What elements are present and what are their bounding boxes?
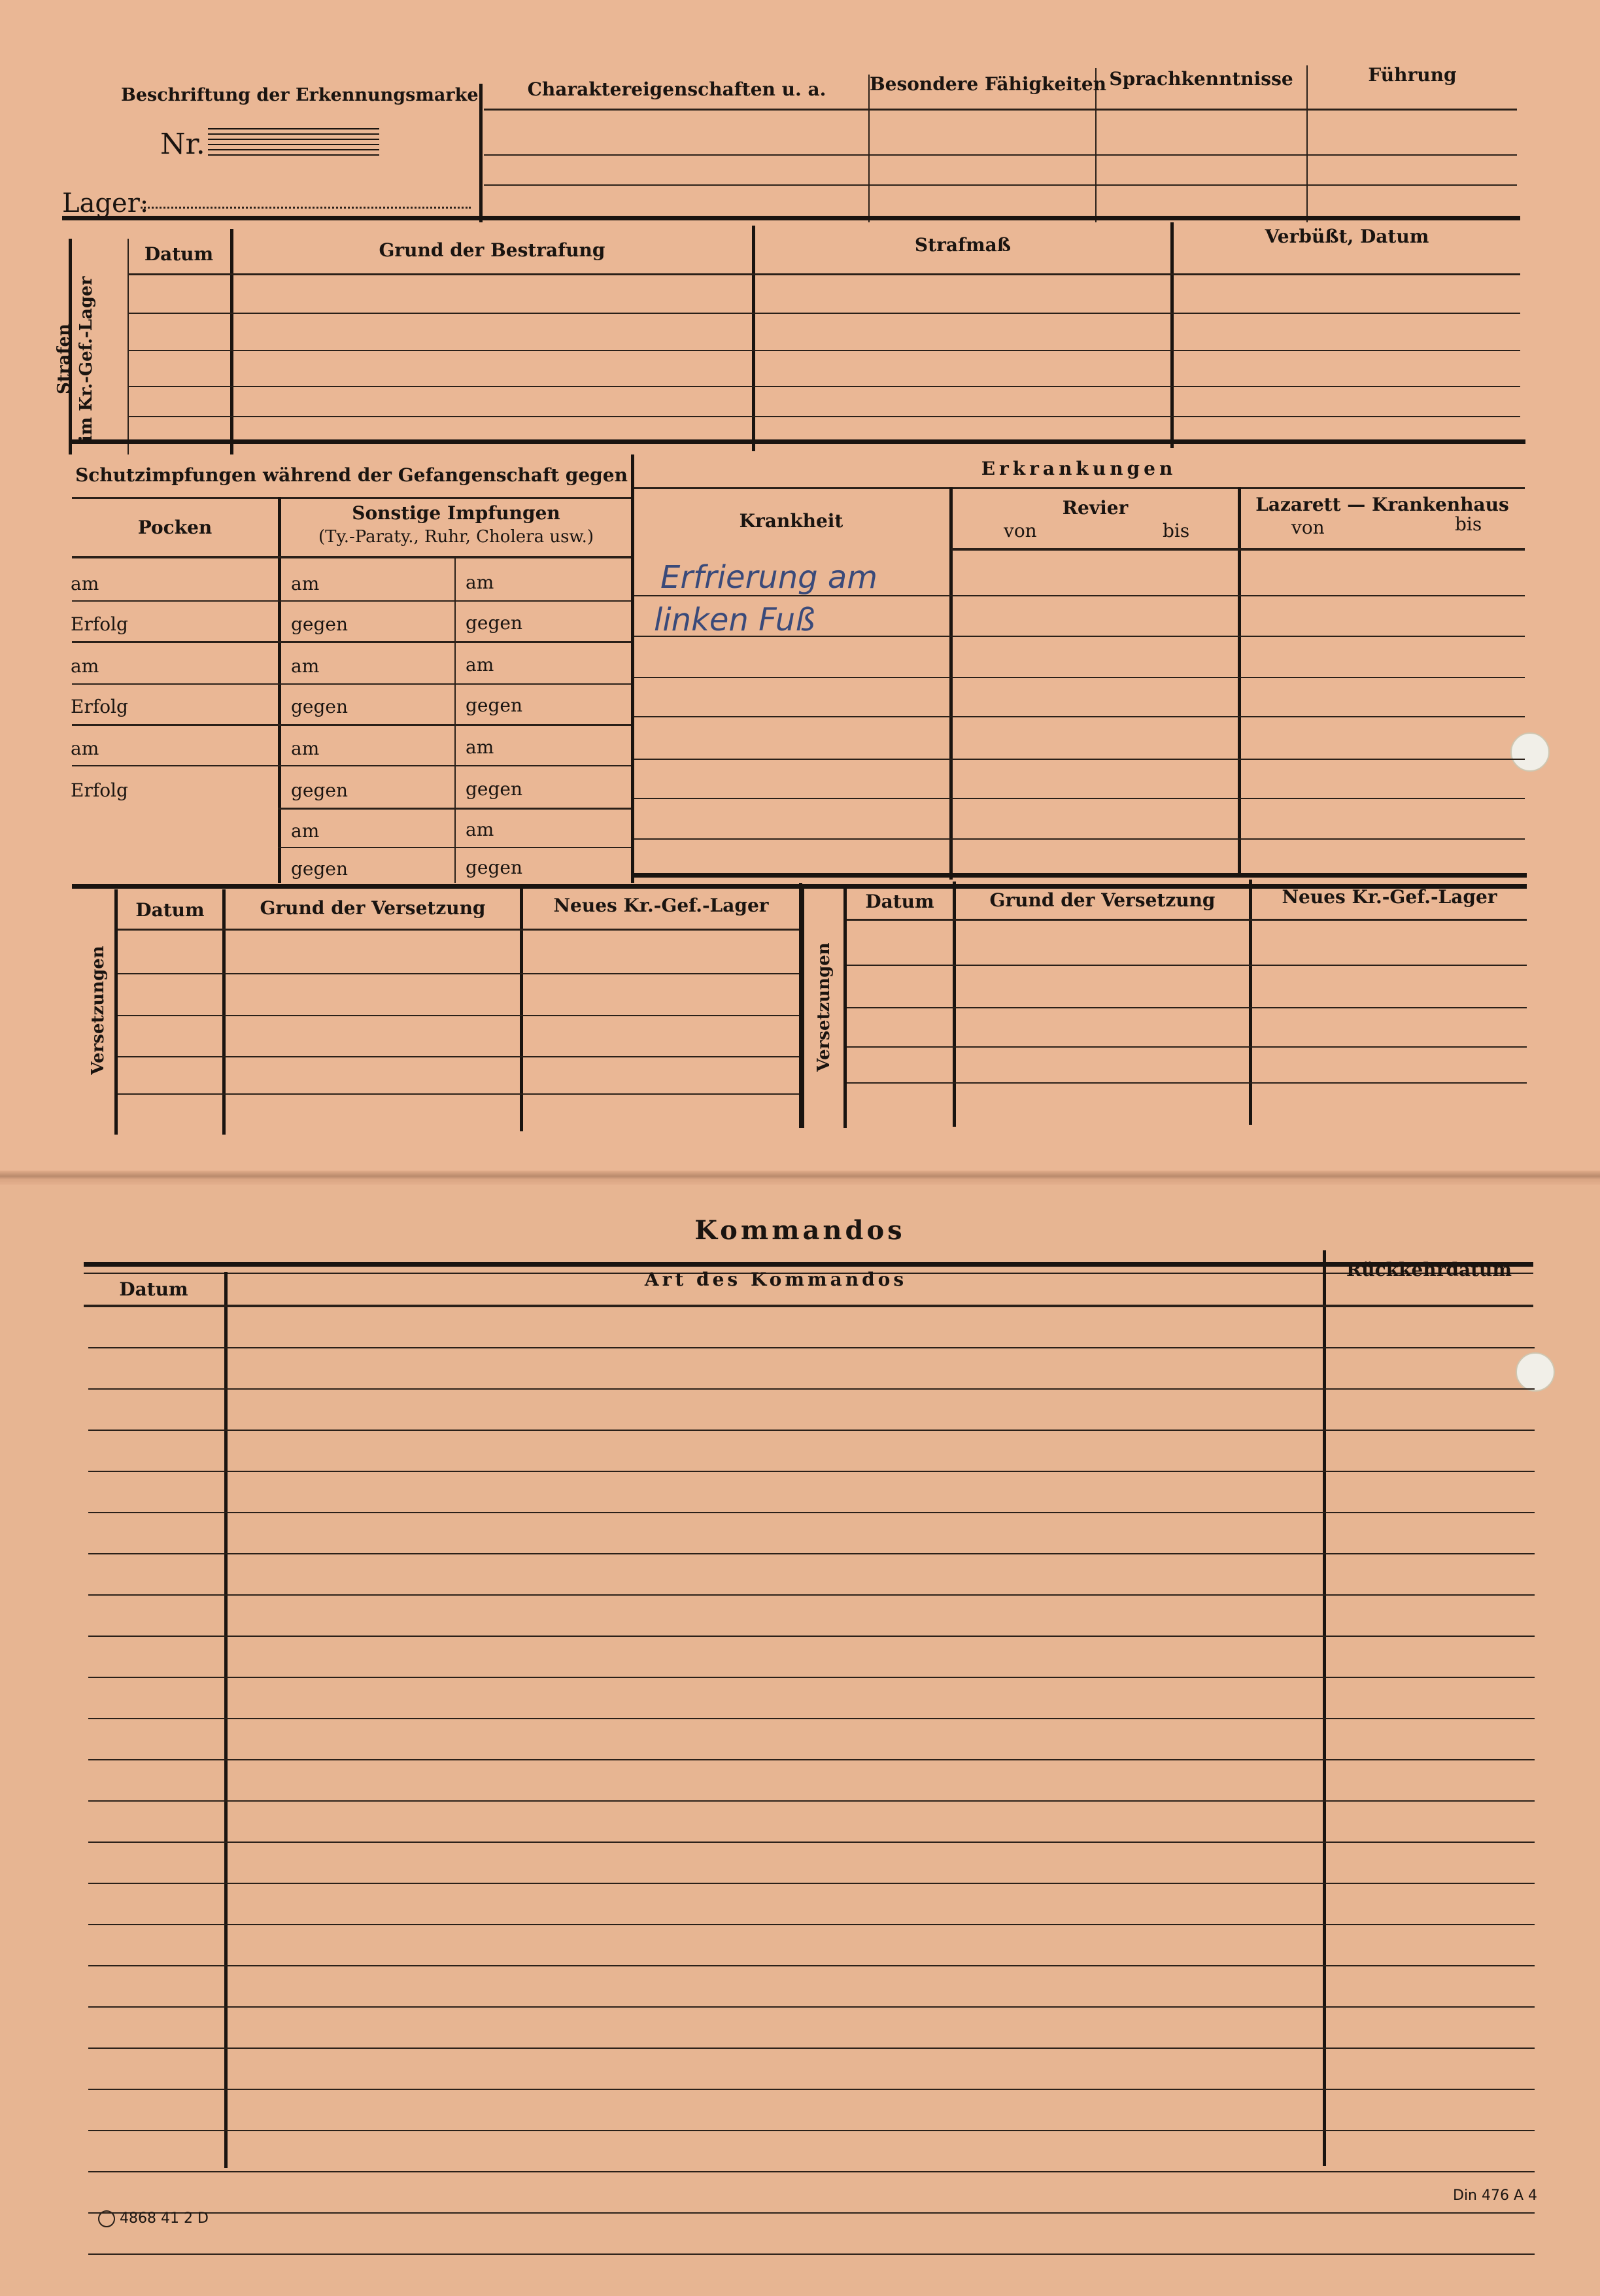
vers-col-line <box>222 889 226 1135</box>
sonstige-a-gegen-3: gegen <box>291 780 349 801</box>
vers-col-line <box>1249 880 1252 1125</box>
kommandos-row-line <box>88 2212 1535 2214</box>
erkr-col-line <box>949 487 953 880</box>
kommandos-row-line <box>88 1430 1535 1431</box>
lager-field[interactable] <box>141 207 471 209</box>
sonstige-b-am-2: am <box>466 654 494 676</box>
row-line <box>847 1007 1527 1008</box>
strafen-divider <box>69 239 72 454</box>
section-rule <box>69 439 1525 444</box>
strafen-col-datum: Datum <box>144 243 214 265</box>
erkr-col-line <box>1238 487 1241 876</box>
sonstige-a-gegen-4: gegen <box>291 858 349 880</box>
kommandos-row-line <box>88 1471 1535 1472</box>
pocken-header: Pocken <box>137 517 213 538</box>
row-line <box>118 973 799 974</box>
row-line <box>72 683 631 685</box>
pocken-am-2: am <box>71 655 99 677</box>
strafen-col-grund: Grund der Bestrafung <box>379 239 605 261</box>
sonstige-b-gegen-3: gegen <box>466 778 523 800</box>
row-line <box>278 808 631 810</box>
kommandos-col-datum: Datum <box>119 1278 188 1300</box>
kommandos-row-line <box>88 1677 1535 1678</box>
footer-left-text: 4868 41 2 D <box>120 2210 209 2227</box>
dogtag-title: Beschriftung der Erkennungsmarke <box>121 85 479 105</box>
erkr-header-rule <box>634 487 1525 489</box>
kommandos-row-line <box>88 1553 1535 1554</box>
section-rule <box>631 873 1527 878</box>
handwritten-krankheit-line2: linken Fuß <box>654 602 815 638</box>
row-line <box>634 798 1525 799</box>
kommandos-top-rule <box>84 1262 1533 1267</box>
row-line <box>634 716 1525 717</box>
vers-header-rule <box>847 919 1527 921</box>
sonstige-split <box>454 556 456 883</box>
impfungen-title: Schutzimpfungen während der Gefangenschaft gegen <box>75 464 628 486</box>
row-line <box>128 313 1520 314</box>
kommandos-row-line <box>88 1883 1535 1884</box>
header-divider <box>479 84 483 222</box>
card-back-half <box>0 1177 1600 2296</box>
strafen-col-line <box>1170 222 1174 448</box>
row-line <box>484 184 1517 186</box>
kommandos-row-line <box>88 1718 1535 1719</box>
strafen-col-line <box>752 226 755 451</box>
row-line <box>847 1082 1527 1084</box>
kommandos-title: Kommandos <box>694 1215 906 1246</box>
kommandos-row-line <box>88 2130 1535 2131</box>
kommandos-row-line <box>88 1800 1535 1802</box>
sonstige-b-gegen-1: gegen <box>466 612 523 634</box>
kommandos-col-line <box>1323 1250 1326 2166</box>
kommandos-row-line <box>88 2048 1535 2049</box>
kommandos-row-line <box>88 1842 1535 1843</box>
sonstige-header-1: Sonstige Impfungen <box>352 502 560 524</box>
lazarett-bis: bis <box>1455 513 1482 535</box>
row-line <box>634 677 1525 678</box>
printer-mark-icon <box>98 2210 115 2227</box>
vers-header-rule <box>118 929 799 931</box>
row-line <box>118 1093 799 1095</box>
row-line <box>847 965 1527 966</box>
kommandos-col-art: Art des Kommandos <box>644 1269 908 1290</box>
erkr-subheader-rule <box>951 548 1525 551</box>
vers-right-col-datum: Datum <box>865 891 934 912</box>
kommandos-row-line <box>88 1759 1535 1760</box>
strafen-side-label-2: im Kr.-Gef.-Lager <box>77 276 96 442</box>
vers-left-divider <box>114 889 118 1135</box>
impf-subheader-rule <box>72 556 631 558</box>
sonstige-a-am-1: am <box>291 573 320 594</box>
footer-left <box>98 2210 209 2227</box>
revier-header: Revier <box>1062 497 1129 519</box>
section-rule <box>62 216 1520 220</box>
strafen-col-verbuesst: Verbüßt, Datum <box>1265 226 1429 247</box>
lazarett-header: Lazarett — Krankenhaus <box>1255 494 1509 515</box>
kommandos-row-line <box>88 1347 1535 1348</box>
kommandos-col-line <box>224 1272 228 2168</box>
strafen-col-line <box>128 239 129 454</box>
row-line <box>128 416 1520 417</box>
kommandos-row-line <box>88 2171 1535 2172</box>
krankheit-header: Krankheit <box>739 510 843 532</box>
sonstige-b-am-4: am <box>466 819 494 840</box>
pocken-erfolg-3: Erfolg <box>71 780 128 801</box>
row-line <box>72 724 631 726</box>
sonstige-b-am-1: am <box>466 572 494 593</box>
kommandos-row-line <box>88 1388 1535 1390</box>
versetzungen-side-label-right: Versetzungen <box>814 942 834 1072</box>
row-line <box>118 1056 799 1057</box>
sonstige-b-am-3: am <box>466 736 494 758</box>
sonstige-a-gegen-1: gegen <box>291 613 349 635</box>
strafen-side-label-1: Strafen <box>54 324 74 394</box>
row-line <box>118 1015 799 1016</box>
sonstige-b-gegen-2: gegen <box>466 694 523 716</box>
handwritten-krankheit-line1: Erfrierung am <box>660 559 878 596</box>
vers-left-col-lager: Neues Kr.-Gef.-Lager <box>553 895 769 916</box>
col-divider <box>868 75 870 222</box>
row-line <box>128 386 1520 387</box>
revier-von: von <box>1004 520 1037 541</box>
lager-label: Lager: <box>62 188 149 218</box>
row-line <box>634 759 1525 760</box>
sonstige-a-gegen-2: gegen <box>291 696 349 717</box>
row-line <box>484 154 1517 156</box>
kommandos-row-line <box>88 1636 1535 1637</box>
vers-right-col-grund: Grund der Versetzung <box>989 889 1216 911</box>
row-line <box>72 765 631 766</box>
nr-field[interactable] <box>208 128 379 156</box>
vers-left-col-grund: Grund der Versetzung <box>260 897 486 919</box>
row-line <box>72 641 631 643</box>
kommandos-row-line <box>88 2089 1535 2090</box>
kommandos-row-line <box>88 1512 1535 1513</box>
sonstige-a-am-4: am <box>291 820 320 842</box>
pocken-erfolg-2: Erfolg <box>71 696 128 717</box>
col-charakter: Charaktereigenschaften u. a. <box>527 78 826 100</box>
sonstige-header-2: (Ty.-Paraty., Ruhr, Cholera usw.) <box>318 527 594 547</box>
erkrankungen-title: Erkrankungen <box>981 458 1177 479</box>
row-line <box>72 600 631 602</box>
pocken-am-1: am <box>71 573 99 594</box>
sonstige-a-am-3: am <box>291 738 320 759</box>
lazarett-von: von <box>1291 517 1325 538</box>
fold-line <box>0 1171 1600 1185</box>
strafen-side-label <box>53 271 97 447</box>
col-sprachen: Sprachkenntnisse <box>1109 68 1293 90</box>
versetzungen-side-label-left: Versetzungen <box>88 946 108 1075</box>
kommandos-row-line <box>88 1965 1535 1966</box>
sonstige-b-gegen-4: gegen <box>466 857 523 878</box>
header-rule <box>484 109 1517 111</box>
pocken-divider <box>278 497 281 883</box>
col-divider <box>1306 65 1308 222</box>
vers-right-outer <box>801 886 804 1128</box>
vers-left-col-datum: Datum <box>135 899 205 921</box>
col-fuehrung: Führung <box>1368 64 1457 86</box>
strafen-header-rule <box>128 273 1520 275</box>
strafen-col-strafmass: Strafmaß <box>914 234 1012 256</box>
pocken-erfolg-1: Erfolg <box>71 613 128 635</box>
col-faehigkeiten: Besondere Fähigkeiten <box>870 73 1107 95</box>
kommandos-row-line <box>88 1594 1535 1596</box>
footer-right: Din 476 A 4 <box>1453 2187 1538 2204</box>
row-line <box>128 350 1520 351</box>
punch-hole-icon <box>1516 1352 1555 1392</box>
sonstige-a-am-2: am <box>291 655 320 677</box>
kommandos-row-line <box>88 2006 1535 2008</box>
row-line <box>278 847 631 848</box>
vers-right-col-lager: Neues Kr.-Gef.-Lager <box>1282 886 1497 908</box>
row-line <box>847 1046 1527 1048</box>
kommandos-row-line <box>88 1924 1535 1925</box>
strafen-col-line <box>230 229 233 454</box>
kommandos-header-rule <box>84 1305 1533 1307</box>
nr-label: Nr. <box>160 128 205 161</box>
pocken-am-3: am <box>71 738 99 759</box>
punch-hole-icon <box>1510 732 1550 772</box>
kommandos-col-rueckkehr: Rückkehrdatum <box>1346 1259 1512 1280</box>
revier-bis: bis <box>1163 520 1190 541</box>
kommandos-row-line <box>88 2253 1535 2255</box>
row-line <box>634 838 1525 840</box>
impf-header-rule <box>72 497 631 499</box>
